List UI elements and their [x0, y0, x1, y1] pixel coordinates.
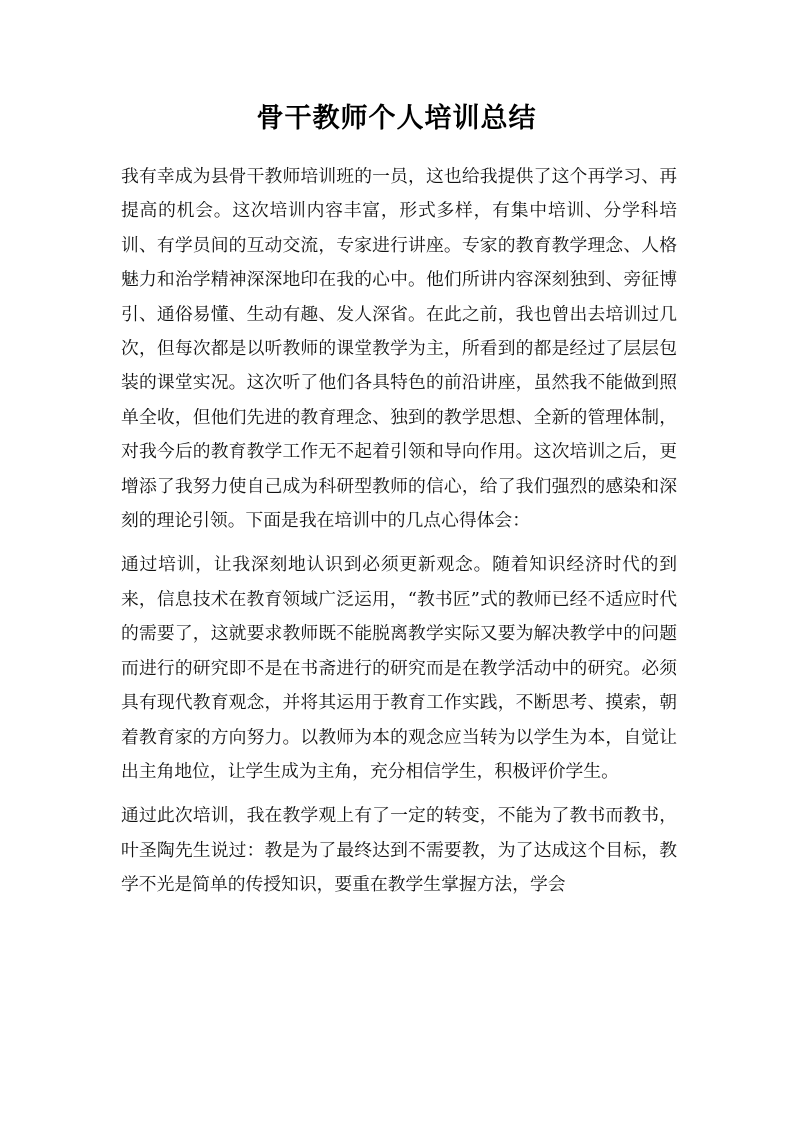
paragraph-update-concepts: 通过培训，让我深刻地认识到必须更新观念。随着知识经济时代的到来，信息技术在教育领域广泛运用，“教书匠”式的教师已经不适应时代的需要了，这就要求教师既不能脱离教学实际又要为解决教学中的问题而进行的研究即不是在书斋进行的研究而是在教学活动中的研究。必须具有现代教育观念，并将其运用于教育工作实践，不断思考、摸索，朝着教育家的方向努力。以教师为本的观念应当转为以学生为本，自觉让出主角地位，让学生成为主角，充分相信学生，积极评价学生。 [121, 554, 677, 782]
paragraph-intro: 我有幸成为县骨干教师培训班的一员，这也给我提供了这个再学习、再提高的机会。这次培训内容丰富，形式多样，有集中培训、分学科培训、有学员间的互动交流，专家进行讲座。专家的教育教学理念、人格魅力和治学精神深深地印在我的心中。他们所讲内容深刻独到、旁征博引、通俗易懂、生动有趣、发人深省。在此之前，我也曾出去培训过几次，但每次都是以听教师的课堂教学为主，所看到的都是经过了层层包装的课堂实况。这次听了他们各具特色的前沿讲座，虽然我不能做到照单全收，但他们先进的教育理念、独到的教学思想、全新的管理体制，对我今后的教育教学工作无不起着引领和导向作用。这次培训之后，更增添了我努力使自己成为科研型教师的信心，给了我们强烈的感染和深刻的理论引领。下面是我在培训中的几点心得体会： [121, 166, 677, 532]
paragraph-teaching-view: 通过此次培训，我在教学观上有了一定的转变，不能为了教书而教书，叶圣陶先生说过：教是为了最终达到不需要教，为了达成这个目标，教学不光是简单的传授知识，要重在教学生掌握方法，学会 [121, 805, 677, 896]
document-body [121, 160, 677, 913]
document-title: 骨干教师个人培训总结 [256, 103, 537, 134]
